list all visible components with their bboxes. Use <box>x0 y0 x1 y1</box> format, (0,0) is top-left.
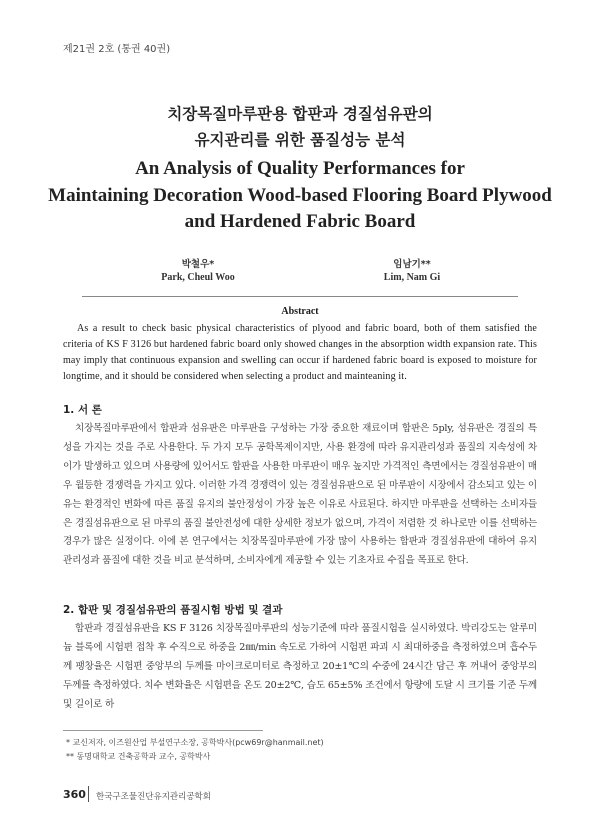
footer-separator <box>88 786 89 802</box>
issue-label: 제21권 2호 (통권 40권) <box>63 44 171 55</box>
title-english-line2: Maintaining Decoration Wood-based Flooring Board Plywood <box>48 185 552 206</box>
section-1-heading: 1. 서 론 <box>63 404 102 416</box>
author-1-korean: 박철우* <box>181 259 215 270</box>
author-1-english: Park, Cheul Woo <box>161 272 235 283</box>
abstract-heading: Abstract <box>281 306 319 317</box>
section-2-text: 합판과 경질섬유판을 KS F 3126 치장목질마루판의 성능기준에 따라 품질시험을 실시하였다. 박리강도는 알루미늄 블록에 시험편 접착 후 수직으로 하중을 2㎜/min 속도로 가하여 시험편 파괴 시 최대하중을 측정하였으며 흡수두께 팽창율은 시험편 중앙부의 두께를 마이크로미터로 측정하고 20±1℃의 수중에 24시간 담근 후 꺼내어 중앙부의 두께를 측정하였다. 치수 변화율은 시험편을 온도 20±2℃, 습도 65±5% 조건에서 항량에 도달 시 크기를 기준 두께 및 길이로 하 <box>63 623 537 710</box>
author-2-korean: 임남기** <box>393 259 431 270</box>
section-1-text: 치장목질마루판에서 합판과 섬유판은 마루판을 구성하는 가장 중요한 재료이며 합판은 5ply, 섬유판은 경질의 특성을 가지는 것을 주로 사용한다. 두 가지 모두 공학목제이지만, 사용 환경에 따라 유지관리성과 품질의 지속성에 차이가 발생하고 있으며 사용량에 있어서도 합판을 사용한 마루판이 매우 높지만 가격적인 측면에서는 경질섬유판이 매우 월등한 경쟁력을 가지고 있다. 이러한 가격 경쟁력이 있는 경질섬유판으로 된 마루판이 시장에서 감소되고 있는 이유는 환경적인 변화에 따른 품질 유지의 불안정성이 가장 높은 이유로 사료된다. 하지만 마루판을 선택하는 소비자들은 경질섬유판으로 된 마루의 품질 불안전성에 대한 상세한 정보가 없으며, 가격이 저렴한 것 하나로만 이를 선택하는 경우가 많은 실정이다. 이에 본 연구에서는 치장목질마루판에 가장 많이 사용하는 합판과 경질섬유판에 대하여 유지관리성과 품질에 대한 것을 비교 분석하며, 소비자에게 제공할 수 있는 기초자료 수집을 목표로 한다. <box>63 423 537 567</box>
section-2-heading: 2. 합판 및 경질섬유판의 품질시험 방법 및 결과 <box>63 604 283 616</box>
title-korean-line1: 치장목질마루판용 합판과 경질섬유판의 <box>167 105 433 123</box>
page-number: 360 <box>63 788 86 801</box>
footnote-1: * 교신저자, 이즈원산업 부설연구소장, 공학박사(pcw69r@hanmail.net) <box>66 738 324 747</box>
title-english-line1: An Analysis of Quality Performances for <box>135 158 465 179</box>
title-korean-line2: 유지관리를 위한 품질성능 분석 <box>194 131 406 149</box>
abstract-divider <box>82 296 518 297</box>
abstract-text <box>63 321 537 385</box>
abstract-body-text: As a result to check basic physical characteristics of plyood and fabric board, both of them satisfied the criteria of KS F 3126 but hardened fabric board only showed changes in the absorption width expansion rate. This may imply that continuous expansion and swelling can occur if hardened fabric board is exposed to moisture for longtime, and it should be considered when selecting a product and mainteaning it. <box>63 323 537 382</box>
footnote-divider <box>63 730 263 731</box>
footnote-2: ** 동명대학교 건축공학과 교수, 공학박사 <box>66 752 211 761</box>
title-english-line3: and Hardened Fabric Board <box>184 211 416 232</box>
journal-name: 한국구조물진단유지관리공학회 <box>96 792 211 802</box>
section-2-paragraph <box>63 620 537 715</box>
author-2-english: Lim, Nam Gi <box>383 272 441 283</box>
section-1-paragraph <box>63 420 537 571</box>
